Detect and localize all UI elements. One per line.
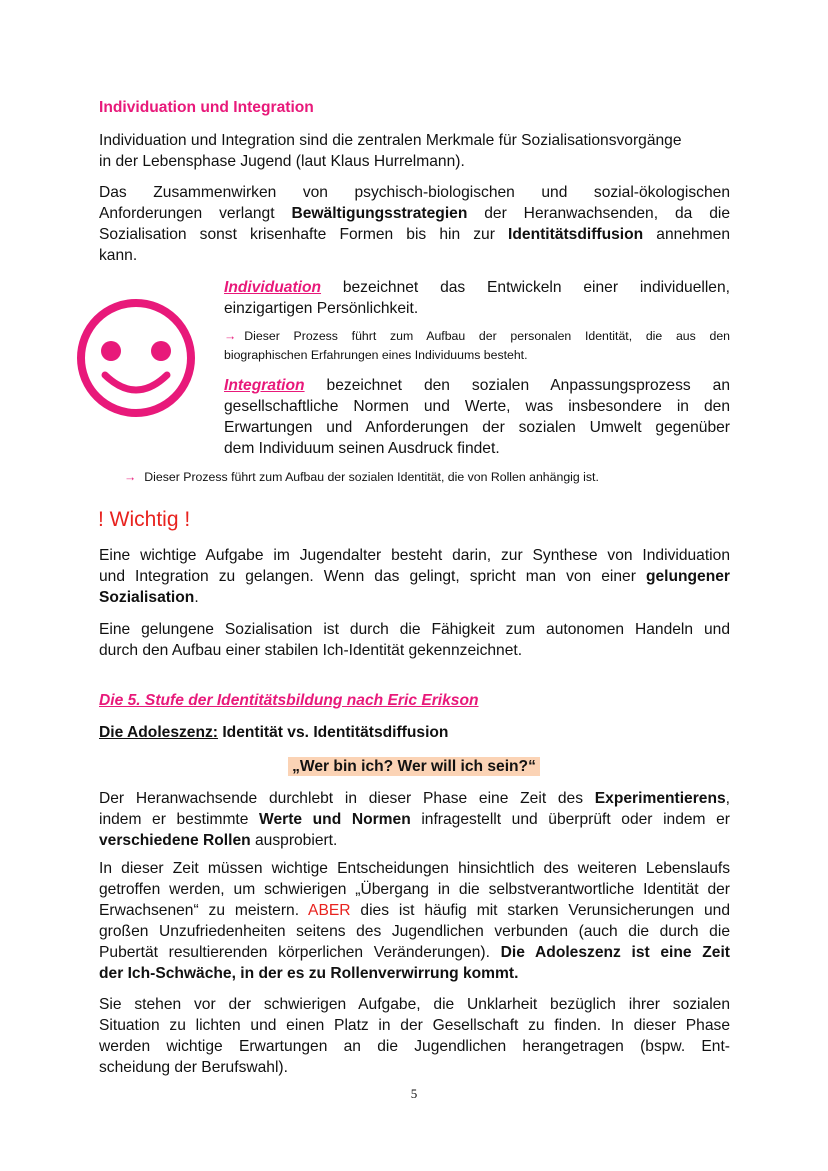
erikson-heading: Die 5. Stufe der Identitätsbildung nach Eric Erikson — [99, 692, 479, 709]
text-line: Der Heranwachsende durchlebt in dieser Phase eine Zeit des Experimentierens, — [99, 790, 730, 807]
individuation-definition — [224, 277, 730, 319]
text-line: kann. — [99, 247, 138, 264]
autonomy-paragraph — [99, 619, 730, 661]
text-line: → Dieser Prozess führt zum Aufbau der personalen Identität, die aus den — [224, 329, 730, 343]
arrow-right-icon: → — [224, 329, 237, 343]
text-line: In dieser Zeit müssen wichtige Entscheidungen hinsichtlich des weiteren Lebenslaufs — [99, 860, 730, 877]
text-line: Individuation bezeichnet das Entwickeln einer individuellen, — [224, 279, 730, 296]
integration-definition — [224, 375, 730, 459]
highlighted-quote: „Wer bin ich? Wer will ich sein?“ — [288, 757, 540, 776]
text-line: großen Unzufriedenheiten seitens des Jugendlichen verbunden (auch die durch die — [99, 923, 730, 940]
text-line: indem er bestimmte Werte und Normen infragestellt und überprüft oder indem er — [99, 811, 730, 828]
text-line: Pubertät resultierenden körperlichen Veränderungen). Die Adoleszenz ist eine Zeit — [99, 944, 730, 961]
text-line: werden wichtige Erwartungen an die Jugendlichen herangetragen (bspw. Ent- — [99, 1038, 730, 1055]
text-line: dem Individuum seinen Ausdruck findet. — [224, 440, 500, 457]
text-line: in der Lebensphase Jugend (laut Klaus Hurrelmann). — [99, 153, 465, 170]
intro-paragraph — [99, 130, 730, 172]
text-line: Eine gelungene Sozialisation ist durch die Fähigkeit zum autonomen Handeln und — [99, 621, 730, 638]
text-line: Eine wichtige Aufgabe im Jugendalter besteht darin, zur Synthese von Individuation — [99, 547, 730, 564]
text-line: Erwachsenen“ zu meistern. ABER dies ist häufig mit starken Verunsicherungen und — [99, 902, 730, 919]
text-line: verschiedene Rollen ausprobiert. — [99, 832, 338, 849]
text-line: scheidung der Berufswahl). — [99, 1059, 288, 1076]
experimentation-paragraph — [99, 788, 730, 851]
text-line: Erwartungen und Anforderungen der sozialen Umwelt gegenüber — [224, 419, 730, 436]
society-paragraph — [99, 994, 730, 1078]
individuation-note — [224, 327, 730, 365]
section-heading-individuation-integration: Individuation und Integration — [99, 99, 314, 116]
text-line: Sie stehen vor der schwierigen Aufgabe, die Unklarheit bezüglich ihrer sozialen — [99, 996, 730, 1013]
text-line: Sozialisation sonst krisenhafte Formen bis hin zur Identitätsdiffusion annehmen — [99, 226, 731, 243]
text-line: einzigartigen Persönlichkeit. — [224, 300, 419, 317]
text-line: Anforderungen verlangt Bewältigungsstrategien der Heranwachsenden, da die — [99, 205, 730, 222]
integration-term: Integration — [224, 377, 305, 394]
text-line: und Integration zu gelangen. Wenn das gelingt, spricht man von einer gelungener — [99, 568, 730, 585]
text-line: Das Zusammenwirken von psychisch-biologischen und sozial-ökologischen — [99, 184, 730, 201]
text-line: gesellschaftliche Normen und Werte, was insbesondere in den — [224, 398, 730, 415]
page-number: 5 — [410, 1086, 418, 1101]
smiley-face-icon — [75, 297, 197, 419]
text-line: biographischen Erfahrungen eines Individuums besteht. — [224, 348, 528, 362]
quote-row — [0, 756, 828, 777]
important-heading: ! Wichtig ! — [98, 508, 191, 531]
text-line: Individuation und Integration sind die zentralen Merkmale für Sozialisationsvorgänge — [99, 132, 682, 149]
decisions-paragraph — [99, 858, 730, 984]
arrow-right-icon: → — [124, 470, 137, 484]
text-line: durch den Aufbau einer stabilen Ich-Identität gekennzeichnet. — [99, 642, 523, 659]
text-line: Integration bezeichnet den sozialen Anpassungsprozess an — [224, 377, 730, 394]
individuation-term: Individuation — [224, 279, 322, 296]
synthesis-paragraph — [99, 545, 730, 608]
text-line: getroffen werden, um schwierigen „Übergang in die selbstverantwortliche Identität der — [99, 881, 730, 898]
adolescence-subheading: Die Adoleszenz: Identität vs. Identitätsdiffusion — [99, 724, 449, 741]
text-line: der Ich-Schwäche, in der es zu Rollenverwirrung kommt. — [99, 965, 519, 982]
text-line: Sozialisation. — [99, 589, 199, 606]
coping-paragraph — [99, 182, 730, 266]
text-line: Situation zu lichten und einen Platz in der Gesellschaft zu finden. In dieser Phase — [99, 1017, 730, 1034]
integration-note: → Dieser Prozess führt zum Aufbau der sozialen Identität, die von Rollen anhängig ist. — [124, 470, 599, 484]
